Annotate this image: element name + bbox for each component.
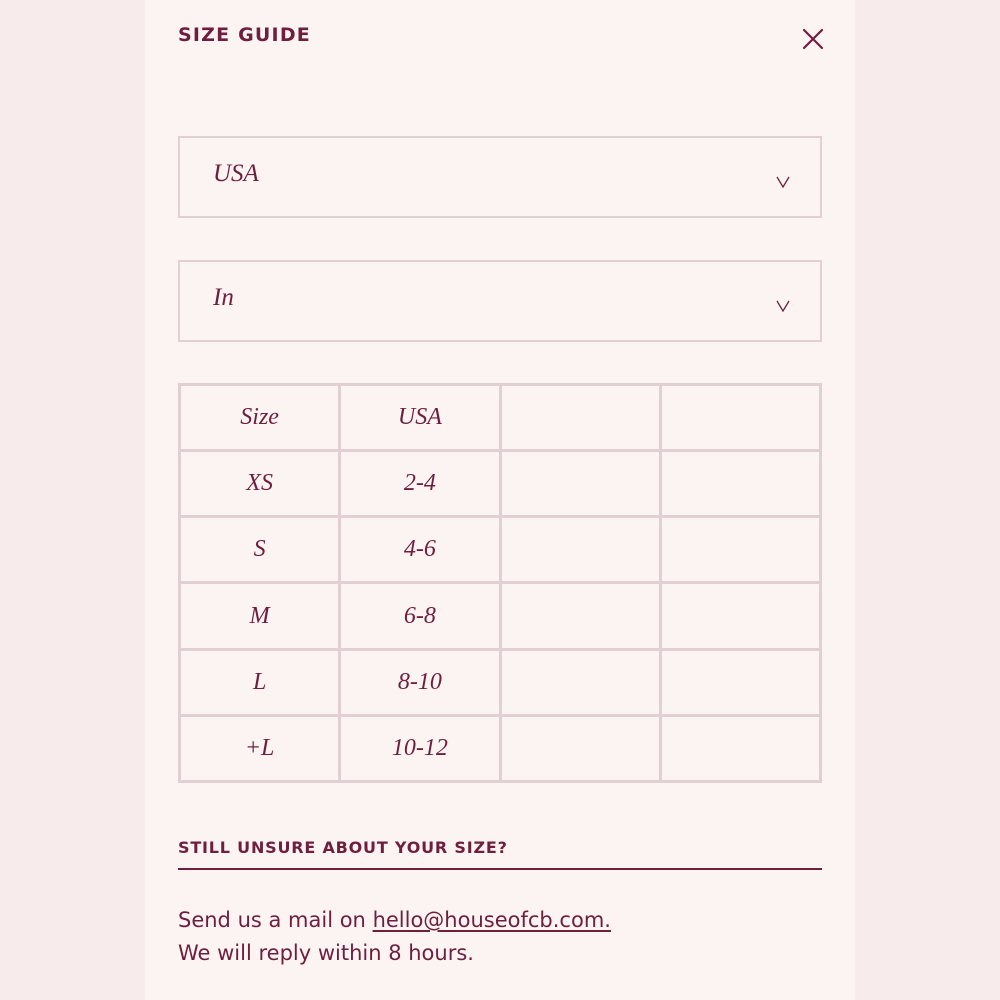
- region-select-value: USA: [213, 160, 259, 187]
- table-cell: M: [180, 583, 340, 649]
- region-select[interactable]: [178, 136, 822, 218]
- table-cell: L: [180, 649, 340, 715]
- contact-line-1: [178, 904, 611, 937]
- table-cell: [660, 649, 820, 715]
- table-cell: +L: [180, 715, 340, 781]
- table-cell: 6-8: [340, 583, 500, 649]
- table-cell: [500, 583, 660, 649]
- unit-select[interactable]: [178, 260, 822, 342]
- table-row: [180, 715, 821, 781]
- divider: [178, 868, 822, 870]
- table-cell: [660, 583, 820, 649]
- table-row: [180, 649, 821, 715]
- header-cell: [500, 385, 660, 451]
- table-cell: 2-4: [340, 451, 500, 517]
- table-cell: [500, 715, 660, 781]
- table-row: [180, 583, 821, 649]
- header-cell: USA: [340, 385, 500, 451]
- table-cell: 4-6: [340, 517, 500, 583]
- contact-text: [178, 904, 611, 970]
- chevron-down-icon: [776, 176, 790, 188]
- table-cell: S: [180, 517, 340, 583]
- unit-select-value: In: [213, 284, 234, 311]
- chevron-down-icon: [776, 300, 790, 312]
- table-row: [180, 451, 821, 517]
- table-cell: 8-10: [340, 649, 500, 715]
- table-cell: XS: [180, 451, 340, 517]
- table-cell: [660, 517, 820, 583]
- header-cell: Size: [180, 385, 340, 451]
- close-button[interactable]: [800, 26, 826, 52]
- table-cell: [660, 451, 820, 517]
- table-header-row: [180, 385, 821, 451]
- table-cell: [660, 715, 820, 781]
- size-table: [178, 383, 822, 783]
- modal-title: SIZE GUIDE: [178, 24, 311, 46]
- contact-line-2: We will reply within 8 hours.: [178, 941, 474, 965]
- table-cell: [500, 649, 660, 715]
- table-cell: 10-12: [340, 715, 500, 781]
- contact-prefix: Send us a mail on: [178, 908, 366, 932]
- table-row: [180, 517, 821, 583]
- help-heading: STILL UNSURE ABOUT YOUR SIZE?: [178, 838, 508, 857]
- header-cell: [660, 385, 820, 451]
- table-cell: [500, 451, 660, 517]
- close-icon: [800, 26, 826, 52]
- email-link[interactable]: hello@houseofcb.com.: [372, 908, 611, 932]
- table-cell: [500, 517, 660, 583]
